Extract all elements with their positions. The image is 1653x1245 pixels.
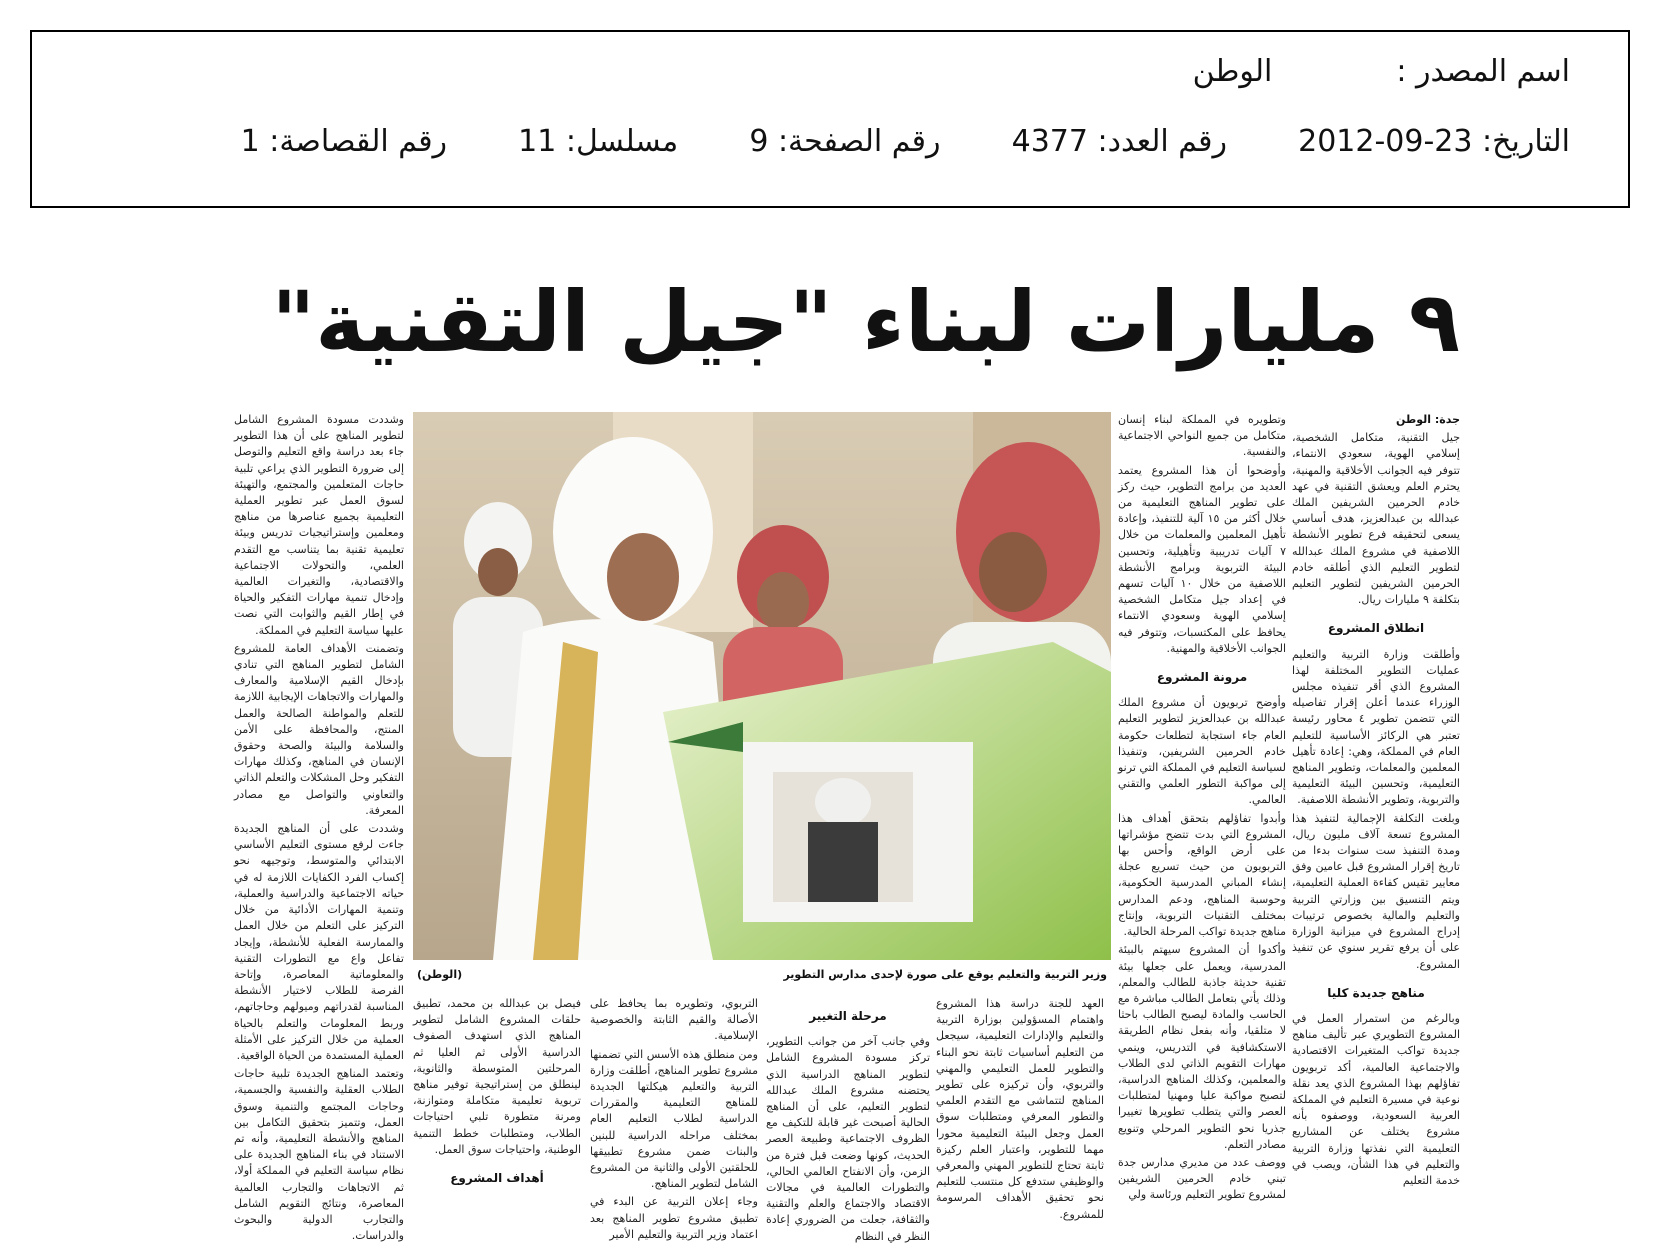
photo-caption: وزير التربية والتعليم يوقع على صورة لإحدى مدارس التطوير: [783, 968, 1107, 981]
article-paragraph: وأبدوا تفاؤلهم بتحقق أهداف هذا المشروع التي بدت تتضح مؤشراتها على أرض الواقع، وأحس بها التربويون من حيث تسريع عجلة إنشاء المباني المدرسية الحكومية، وحوسبة المناهج، ودعم المدارس بمختلف التقنيات التربوية، وإنتاج مناهج جديدة تواكب المرحلة الحالية.: [1118, 811, 1286, 939]
source-value: الوطن: [1192, 54, 1273, 89]
page-label: رقم الصفحة:: [777, 124, 941, 159]
issue-label: رقم العدد:: [1097, 124, 1228, 159]
article-column-3: [936, 996, 1104, 1237]
photo-image: [413, 412, 1111, 960]
article-column-5: [590, 996, 758, 1241]
article-column-2: [1118, 412, 1286, 1202]
article-column-7: [234, 412, 404, 1243]
newspaper-article: [0, 220, 1653, 1243]
article-column-1: [1292, 412, 1460, 1237]
serial-label: مسلسل:: [565, 124, 679, 159]
article-paragraph: وفي جانب آخر من جوانب التطوير، تركز مسودة المشروع الشامل لتطوير المناهج الدراسية الذي يحتضنه مشروع الملك عبدالله لتطوير التعليم، على أن المناهج الحالية أصبحت غير قابلة للتكيف مع الظروف الاجتماعية وطبيعة العصر الحديث، كونها وضعت قبل فترة من الزمن، وأن الانفتاح العالمي الحالي، والتطورات العالمية في مجالات الاقتصاد والاجتماع والعلم والتقنية والثقافة، جعلت من الضروري إعادة النظر في النظام: [766, 1035, 930, 1243]
page-value: 9: [749, 124, 769, 159]
clip-label: رقم القصاصة:: [269, 124, 448, 159]
article-paragraph: وشددت مسودة المشروع الشامل لتطوير المناهج على أن هذا التطوير جاء بعد دراسة واقع التعليم والتوصل إلى ضرورة التطوير الذي يراعي تلبية حاجات المتعلمين والمجتمع، والتهيئة لسوق العمل عبر تطوير العملية التعليمية بجميع عناصرها من مناهج ومعلمين وإستراتيجيات تدريس وبيئة تعليمية تقنية بما يتناسب مع التقدم العلمي، والتحولات الاجتماعية والاقتصادية، والتغيرات العالمية وإدخال تنمية مهارات التفكير والحياة في إطار القيم والثوابت التي نصت عليها سياسة التعليم في المملكة.: [234, 413, 404, 637]
details-line: [241, 124, 1570, 159]
date-label: التاريخ:: [1482, 124, 1570, 159]
article-paragraph: جيل التقنية، متكامل الشخصية، إسلامي الهوية، سعودي الانتماء، تتوفر فيه الجوانب الأخلاقية والمهنية، يحترم العلم ويعشق التقنية في عهد خادم الحرمين الشريفين الملك عبدالله بن عبدالعزيز، هدف أساسي يسعى لتحقيقه فرع تطوير الأنشطة اللاصفية في مشروع الملك عبدالله لتطوير التعليم الذي أطلقه خادم الحرمين الشريفين لتطوير التعليم بتكلفة ٩ مليارات ريال.: [1292, 431, 1460, 607]
section-subheading: انطلاق المشروع: [1327, 621, 1425, 636]
clip-value: 1: [240, 124, 260, 159]
article-paragraph: وشددت على أن المناهج الجديدة جاءت لرفع مستوى التعليم الأساسي الابتدائي والمتوسط، وتوجيهه نحو إكساب الفرد الكفايات اللازمة له في حياته الاجتماعية والدراسية والعملية، وتنمية المهارات الأدائية من خلال التركيز على التعلم من خلال العمل والممارسة الفعلية للأنشطة، وإيجاد تفاعل واع مع التطورات التقنية والمعلوماتية المعاصرة، وإتاحة الفرصة للطلاب لاختيار الأنشطة المناسبة لقدراتهم وميولهم وحاجاتهم، وربط المعلومات والتعلم بالحياة العملية من خلال التركيز على الأمثلة العملية المستمدة من الحياة الواقعية.: [234, 822, 404, 1062]
article-paragraph: التربوي، وتطويره بما يحافظ على الأصالة والقيم الثابتة والخصوصية الإسلامية.: [590, 997, 758, 1043]
photo-credit: (الوطن): [417, 968, 463, 981]
article-paragraph: فيصل بن عبدالله بن محمد، تطبيق حلقات المشروع الشامل لتطوير المناهج الذي استهدف الصفوف الدراسية الأولى ثم العليا ثم المرحلتين المتوسطة والثانوية، لينطلق من إستراتيجية توفير مناهج تربوية تعليمية متكاملة ومتوازنة، ومرنة متطورة تلبي احتياجات الطلاب، ومتطلبات خطط التنمية الوطنية، واحتياجات سوق العمل.: [413, 997, 581, 1156]
article-headline: ٩ مليارات لبناء "جيل التقنية": [271, 273, 1460, 371]
article-paragraph: ومن منطلق هذه الأسس التي تضمنها مشروع تطوير المناهج، أطلقت وزارة التربية والتعليم هيكلتها الجديدة للمناهج التعليمية والمقررات الدراسية لطلاب التعليم العام بمختلف مراحله الدراسية للبنين والبنات ضمن مشروع تطبيقها للحلقتين الأولى والثانية من المشروع الشامل لتطوير المناهج.: [590, 1047, 758, 1191]
article-paragraph: ووصف عدد من مديري مدارس جدة تبني خادم الحرمين الشريفين لمشروع تطوير التعليم ورئاسة ولي: [1118, 1155, 1286, 1202]
issue-value: 4377: [1011, 124, 1088, 159]
article-paragraph: وبلغت التكلفة الإجمالية لتنفيذ هذا المشروع تسعة آلاف مليون ريال، ومدة التنفيذ ست سنوات بدءا من تاريخ إقرار المشروع قبل عامين وفق معايير تقيس كفاءة العملية التعليمية، ويتم التنسيق بين وزارتي التربية والتعليم والمالية بخصوص ترتيبات إدراج المشروع في ميزانية الوزارة على أن يرفع تقرير سنوي عن تنفيذ المشروع.: [1292, 811, 1460, 971]
article-column-6: [413, 996, 581, 1237]
article-paragraph: وأوضح تربويون أن مشروع الملك عبدالله بن عبدالعزيز لتطوير التعليم العام جاء استجابة لتطلعات حكومة خادم الحرمين الشريفين، وتنفيذا لسياسة التعليم في المملكة التي ترنو إلى مواكبة التطور العلمي والتقني العالمي.: [1118, 696, 1286, 807]
section-subheading: أهداف المشروع: [450, 1171, 544, 1186]
serial-value: 11: [518, 124, 557, 159]
article-paragraph: وتضمنت الأهداف العامة للمشروع الشامل لتطوير المناهج التي تنادي بإدخال القيم الإسلامية والمعارف والمهارات والاتجاهات الإيجابية اللازمة للتعلم والمواطنة الصالحة والعمل المنتج، والمحافظة على الأمن والسلامة والبيئة والصحة وحقوق الإنسان في المناهج، وكذلك مهارات التفكير وحل المشكلات والتعلم الذاتي والتعاوني والتواصل مع مصادر المعرفة.: [234, 641, 404, 817]
article-paragraph: وأوضحوا أن هذا المشروع يعتمد العديد من برامج التطوير، حيث ركز على تطوير المناهج التعليمية من خلال أكثر من ١٥ آلية للتنفيذ، وإعادة تأهيل المعلمين والمعلمات من خلال ٧ آليات تدريبية وتأهيلية، وتحسين البيئة التربوية وبرامج الأنشطة اللاصفية من خلال ١٠ آليات تسهم في إعداد جيل متكامل الشخصية إسلامي الهوية وسعودي الانتماء يحافظ على المكتسبات، وتتوفر فيه الجوانب الأخلاقية والمهنية.: [1118, 463, 1286, 655]
photo-illustration: [413, 412, 1111, 960]
article-paragraph: وتعتمد المناهج الجديدة تلبية حاجات الطلاب العقلية والنفسية والجسمية، وحاجات المجتمع والتنمية وسوق العمل، وتتميز بتحقيق التكامل بين المناهج والأنشطة التعليمية، وأنه تم الاستناد في بناء المناهج الجديدة على نظام سياسة التعليم في المملكة أولا، ثم الاتجاهات والتجارب العالمية المعاصرة، ونتائج التقويم الشامل والتجارب الدولية والبحوث والدراسات.: [234, 1067, 404, 1243]
article-paragraph: العهد للجنة دراسة هذا المشروع واهتمام المسؤولين بوزارة التربية والتعليم والإدارات التعليمية، سيجعل من التعليم أساسيات ثابتة نحو البناء والتطوير للعمل التعليمي والمهني والتربوي، وأن تركيزه على تطوير المناهج لتتماشى مع التقدم العلمي والتطور المعرفي ومتطلبات سوق العمل وجعل البيئة التعليمية محورا مهما للتطوير، واعتبار العلم ركيزة ثابتة تحتاج للتطوير المهني والمعرفي والوظيفي ستدفع كل منتسب للتعليم نحو تحقيق الأهداف المرسومة للمشروع.: [936, 997, 1104, 1221]
article-paragraph: وأكدوا أن المشروع سيهتم بالبيئة المدرسية، ويعمل على جعلها بيئة تقنية حديثة جاذبة للطالب والمعلم، وذلك يأتي بتعامل الطالب مباشرة مع الحاسب والمادة ليصبح الطالب باحثا لا متلقيا، وأنه بفعل نظام الطريقة الاستكشافية في التدريس، وينمي مهارات التقويم الذاتي لدى الطلاب والمعلمين، وكذلك المناهج الدراسية، لتصبح مواكبة عليا ومهنيا لمتطلبات العصر والتي يتطلب تطويرها تغييرا جذريا نحو التطوير المرحلي وتنويع مصادر التعلم.: [1118, 943, 1286, 1151]
source-label: اسم المصدر :: [1396, 54, 1570, 89]
clipping-metadata-box: [30, 30, 1630, 208]
article-paragraph: وتطويره في المملكة لبناء إنسان متكامل من جميع النواحي الاجتماعية والنفسية.: [1118, 413, 1286, 459]
article-paragraph: وجاء إعلان التربية عن البدء في تطبيق مشروع تطوير المناهج بعد اعتماد وزير التربية والتعليم الأمير: [590, 1195, 758, 1241]
section-subheading: مرحلة التغيير: [809, 1009, 887, 1023]
article-paragraph: وأطلقت وزارة التربية والتعليم عمليات التطوير المختلفة لهذا المشروع الذي أقر تنفيذه مجلس الوزراء عندما أعلن إقرار تفاصيله التي تتضمن تطوير ٤ محاور رئيسة تعتبر هي الركائز الأساسية للتعليم العام في المملكة، وهي: إعادة تأهيل المعلمين والمعلمات، وتطوير المناهج التعليمية، وتحسين البيئة التعليمية والتربوية، وتطوير الأنشطة اللاصفية.: [1292, 647, 1460, 807]
section-subheading: مناهج جديدة كليا: [1327, 985, 1425, 1000]
article-column-4: [766, 996, 930, 1243]
article-dateline: جدة: الوطن: [1395, 413, 1460, 426]
photo-caption-bar: [413, 966, 1111, 984]
article-paragraph: وبالرغم من استمرار العمل في المشروع التطويري عبر تأليف مناهج جديدة تواكب المتغيرات الاقتصادية والاجتماعية العالمية، أكد تربويون تفاؤلهم بهذا المشروع الذي يعد نقلة نوعية في مسيرة التعليم في المملكة العربية السعودية، ووصفوه بأنه مشروع يختلف عن المشاريع التعليمية التي نفذتها وزارة التربية والتعليم في هذا الشأن، ويصب في خدمة التعليم: [1292, 1011, 1460, 1187]
source-line: [1193, 54, 1570, 89]
section-subheading: مرونة المشروع: [1156, 670, 1248, 685]
date-value: 2012-09-23: [1298, 124, 1473, 159]
